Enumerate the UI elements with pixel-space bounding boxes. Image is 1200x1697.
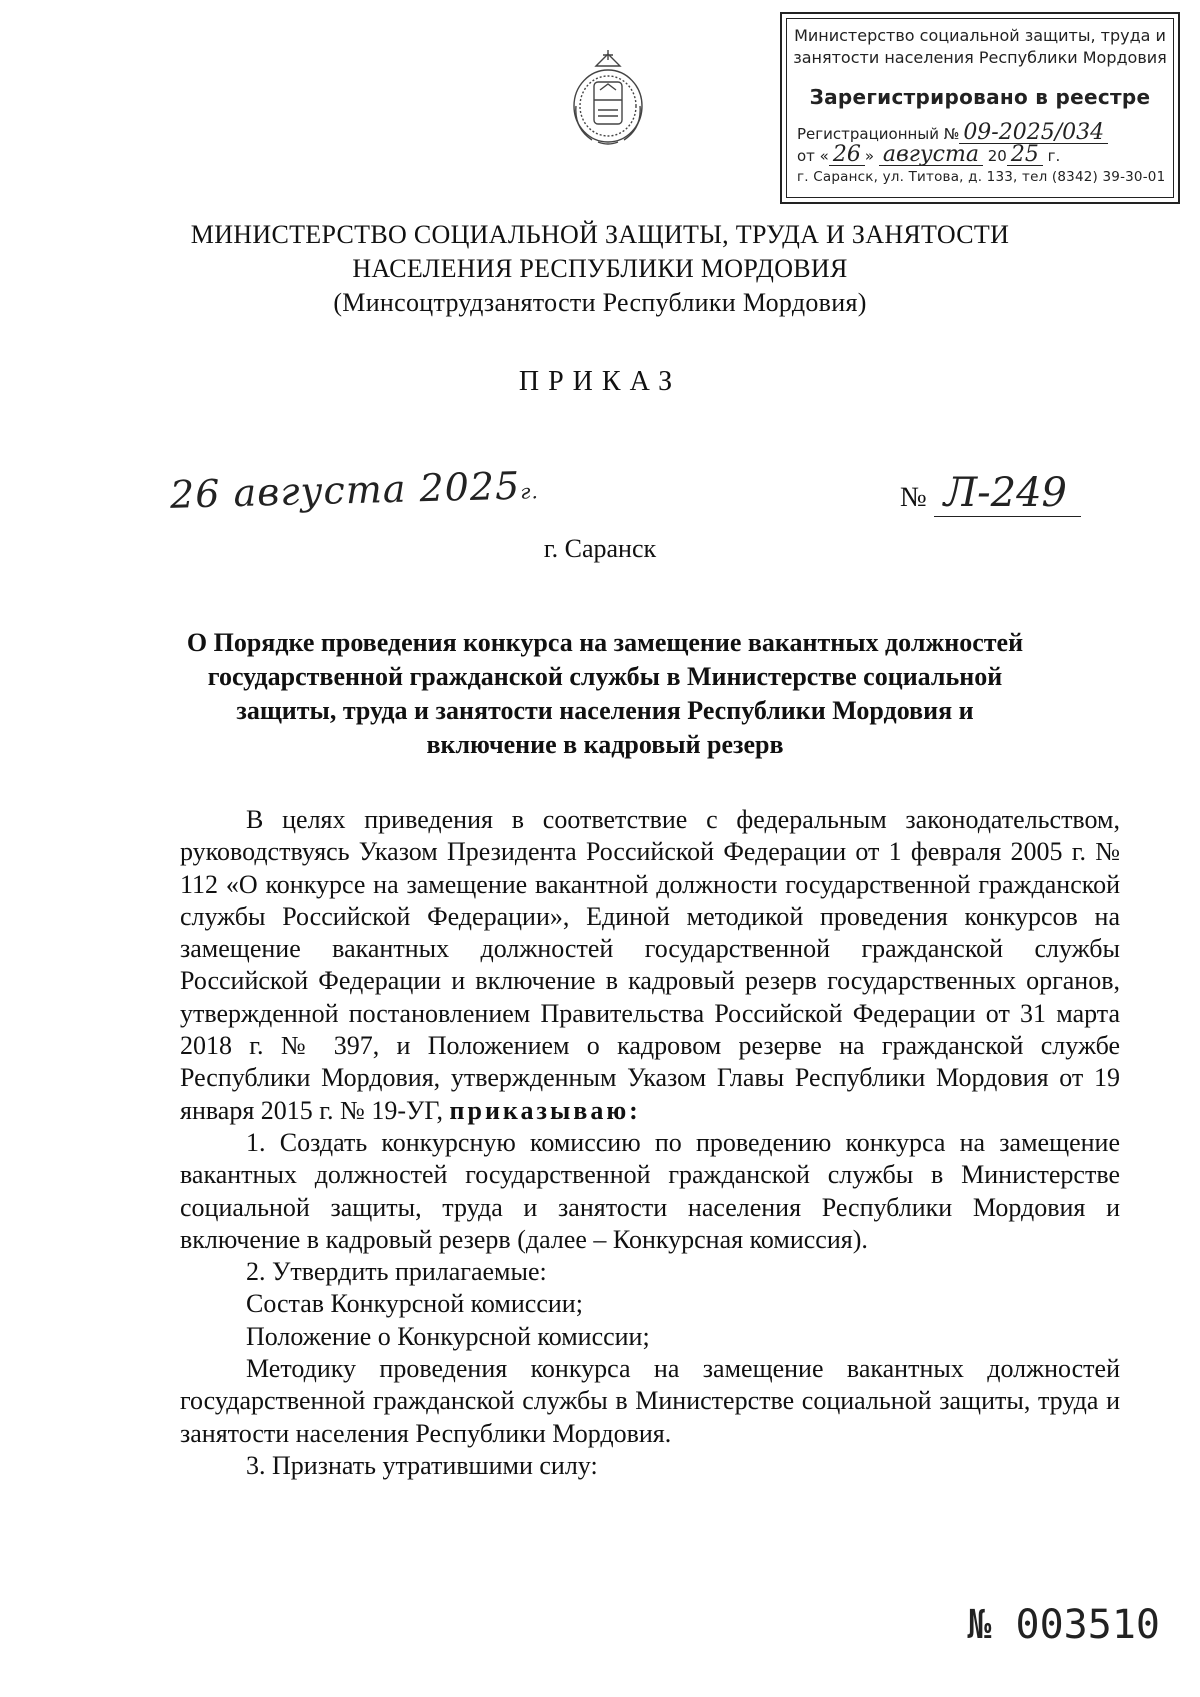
- document-body: [180, 804, 1120, 1482]
- title-line3: защиты, труда и занятости населения Республики Мордовия и: [236, 696, 974, 725]
- stamp-address: г. Саранск, ул. Титова, д. 133, тел (8342) 39-30-01: [797, 169, 1166, 185]
- stamp-ministry-line2: занятости населения Республики Мордовия: [793, 48, 1167, 67]
- item-2: 2. Утвердить прилагаемые:: [246, 1257, 547, 1287]
- item-2a: Состав Конкурсной комиссии;: [246, 1289, 583, 1319]
- order-city: г. Саранск: [543, 534, 657, 563]
- item-2c: Методику проведения конкурса на замещение вакантных должностей государственной гражданской службы в Министерстве социальной защиты, труда и занятости населения Республики Мордовия.: [180, 1354, 1120, 1448]
- stamp-reg-number-value: 09-2025/034: [959, 123, 1108, 144]
- preamble-text: В целях приведения в соответствие с федеральным законодательством, руководствуясь Указом Президента Российской Федерации от 1 февраля 2005 г. № 112 «О конкурсе на замещение вакантной должности государственной гражданской службы Российской Федерации», Единой методикой проведения конкурсов на замещение вакантных должностей государственной гражданской службы Российской Федерации и включение в кадровый резерв государственных органов, утвержденной постановлением Правительства Российской Федерации от 31 марта 2018 г. № 397, и Положением о кадровом резерве на гражданской службе Республики Мордовия, утвержденным Указом Главы Республики Мордовия от 19 января 2015 г. № 19-УГ,: [180, 805, 1120, 1125]
- ministry-header: [0, 218, 1200, 320]
- preamble-paragraph: [180, 804, 1120, 1127]
- stamp-reg-number-label: Регистрационный №: [797, 125, 960, 143]
- order-date-suffix: г.: [520, 479, 540, 504]
- stamp-date-year-suffix: г.: [1047, 147, 1061, 165]
- item-1: 1. Создать конкурсную комиссию по проведению конкурса на замещение вакантных должностей государственной гражданской службы в Министерстве социальной защиты, труда и занятости населения Республики Мордовия и включение в кадровый резерв (далее – Конкурсная комиссия).: [180, 1127, 1120, 1254]
- document-type: ПРИКАЗ: [518, 366, 682, 397]
- order-date: [169, 463, 539, 517]
- stamp-date-day: 26: [829, 145, 865, 166]
- registration-stamp: [780, 12, 1180, 204]
- stamp-date-prefix: от «: [797, 147, 829, 165]
- stamp-date-year-prefix: 20: [987, 147, 1007, 165]
- title-line4: включение в кадровый резерв: [426, 730, 784, 759]
- stamp-date-year-hand: 25: [1007, 145, 1043, 166]
- stamp-registered-label: Зарегистрировано в реестре: [809, 85, 1151, 109]
- ministry-short-name: (Минсоцтрудзанятости Республики Мордовия): [333, 288, 867, 317]
- title-line2: государственной гражданской службы в Министерстве социальной: [207, 662, 1003, 691]
- ministry-name-line1: МИНИСТЕРСТВО СОЦИАЛЬНОЙ ЗАЩИТЫ, ТРУДА И ЗАНЯТОСТИ: [190, 220, 1010, 249]
- document-title: [140, 626, 1070, 762]
- title-line1: О Порядке проведения конкурса на замещение вакантных должностей: [186, 628, 1024, 657]
- order-number-handwritten: Л-249: [934, 470, 1081, 517]
- stamp-ministry-line1: Министерство социальной защиты, труда и: [794, 26, 1166, 45]
- item-2b: Положение о Конкурсной комиссии;: [246, 1321, 650, 1351]
- item-3: 3. Признать утратившими силу:: [246, 1450, 598, 1480]
- stamp-date-row: [787, 142, 1173, 167]
- stamp-date-mid: »: [864, 147, 875, 165]
- stamp-date-month: августа: [879, 145, 983, 166]
- order-word: приказываю:: [449, 1095, 641, 1125]
- ministry-name-line2: НАСЕЛЕНИЯ РЕСПУБЛИКИ МОРДОВИЯ: [352, 254, 848, 283]
- coat-of-arms-icon: [568, 48, 648, 148]
- order-date-handwritten: 26 августа 2025: [169, 463, 521, 517]
- order-number: [900, 470, 1081, 517]
- order-number-label: №: [900, 482, 927, 513]
- serial-number: № 003510: [967, 1602, 1160, 1648]
